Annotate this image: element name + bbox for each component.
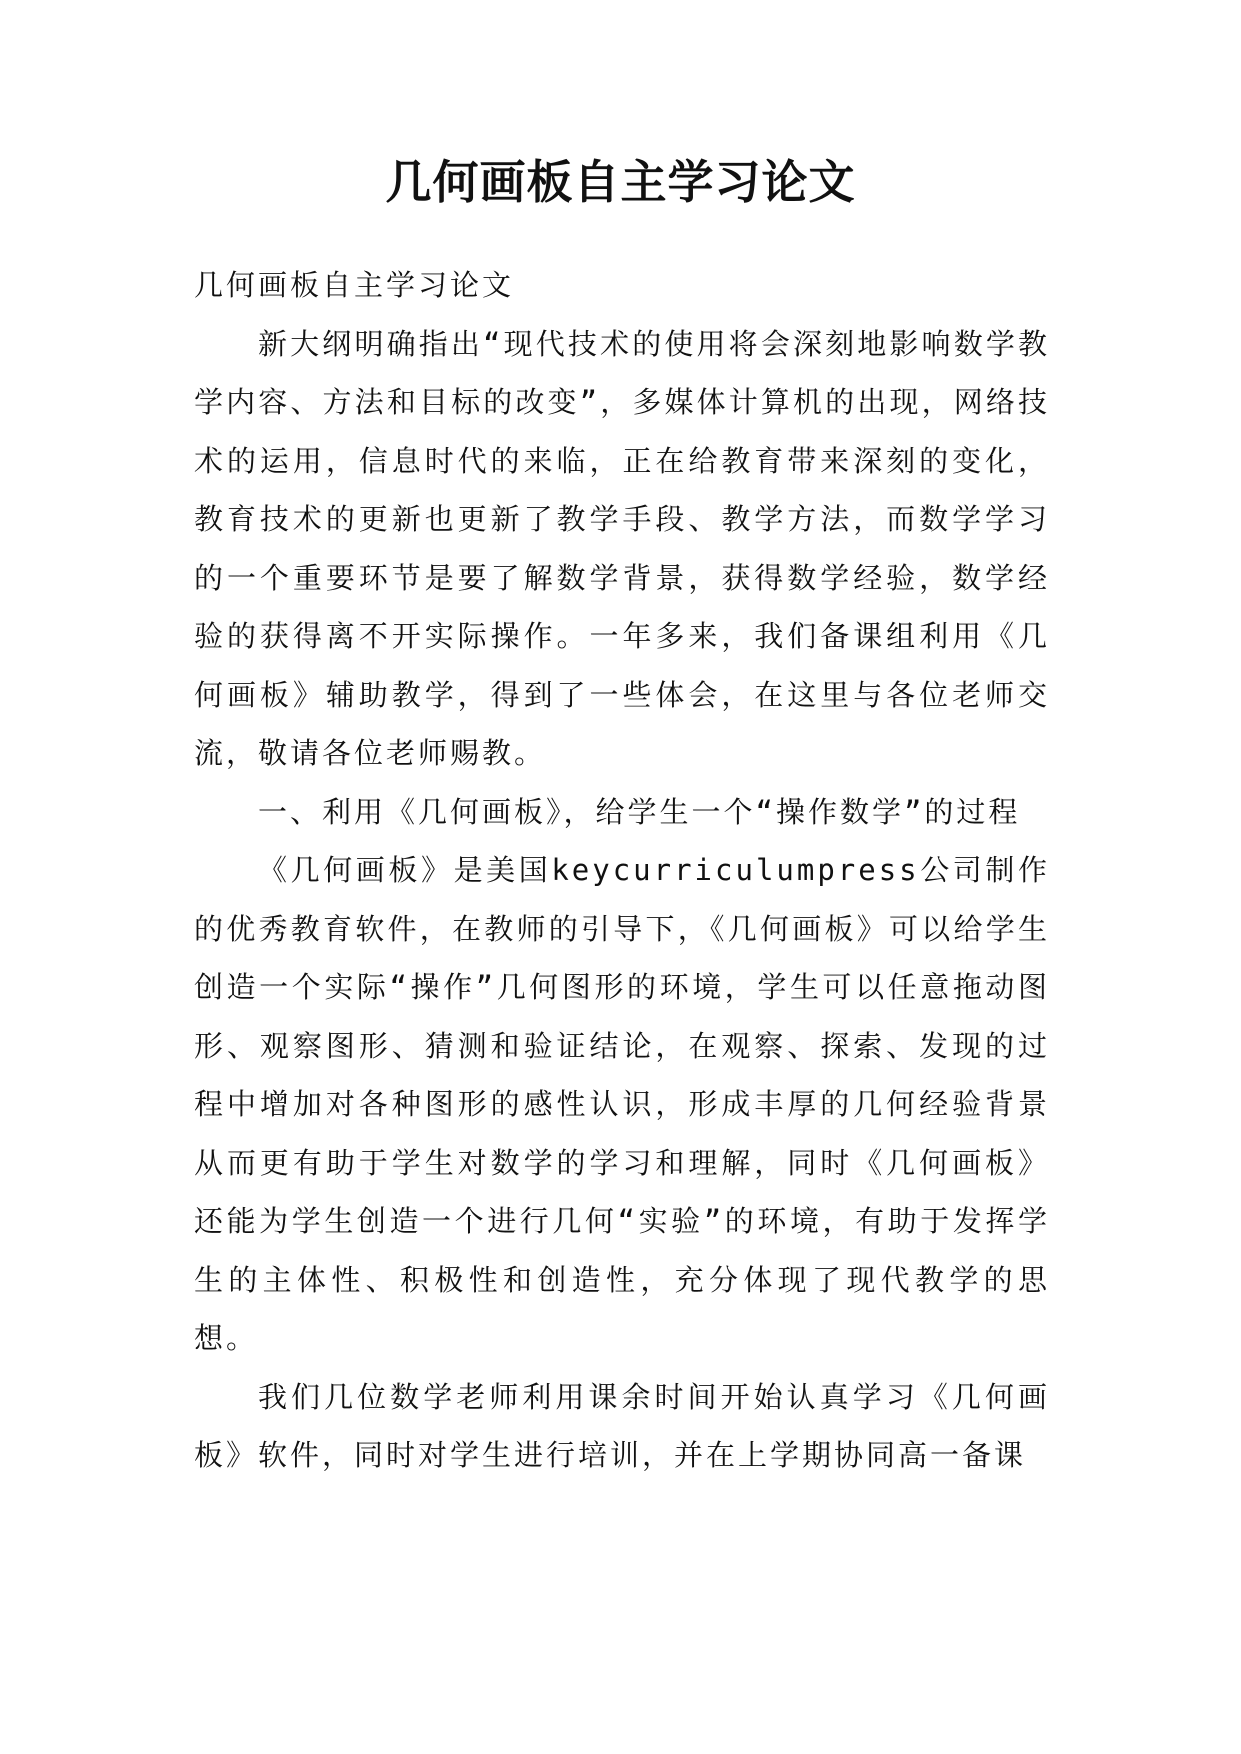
document-title: 几何画板自主学习论文 [385,155,856,209]
paragraph-intro: 新大纲明确指出“现代技术的使用将会深刻地影响数学教学内容、方法和目标的改变”，多媒体计算机的出现，网络技术的运用，信息时代的来临，正在给教育带来深刻的变化，教育技术的更新也更新了教学手段、教学方法，而数学学习的一个重要环节是要了解数学背景，获得数学经验，数学经验的获得离不开实际操作。一年多来，我们备课组利用《几何画板》辅助教学，得到了一些体会，在这里与各位老师交流，敬请各位老师赐教。 [194,326,1050,770]
paragraph-teacher-training: 我们几位数学老师利用课余时间开始认真学习《几何画板》软件，同时对学生进行培训，并在上学期协同高一备课 [194,1379,1050,1472]
paragraph-software-description: 《几何画板》是美国keycurriculumpress公司制作的优秀教育软件，在教师的引导下，《几何画板》可以给学生创造一个实际“操作”几何图形的环境，学生可以任意拖动图形、观察图形、猜测和验证结论，在观察、探索、发现的过程中增加对各种图形的感性认识，形成丰厚的几何经验背景从而更有助于学生对数学的学习和理解，同时《几何画板》还能为学生创造一个进行几何“实验”的环境，有助于发挥学生的主体性、积极性和创造性，充分体现了现代教学的思想。 [194,853,1050,1355]
section-heading-1: 一、利用《几何画板》，给学生一个“操作数学”的过程 [258,794,1021,829]
document-body [194,256,1050,1485]
document-subtitle: 几何画板自主学习论文 [194,268,515,302]
